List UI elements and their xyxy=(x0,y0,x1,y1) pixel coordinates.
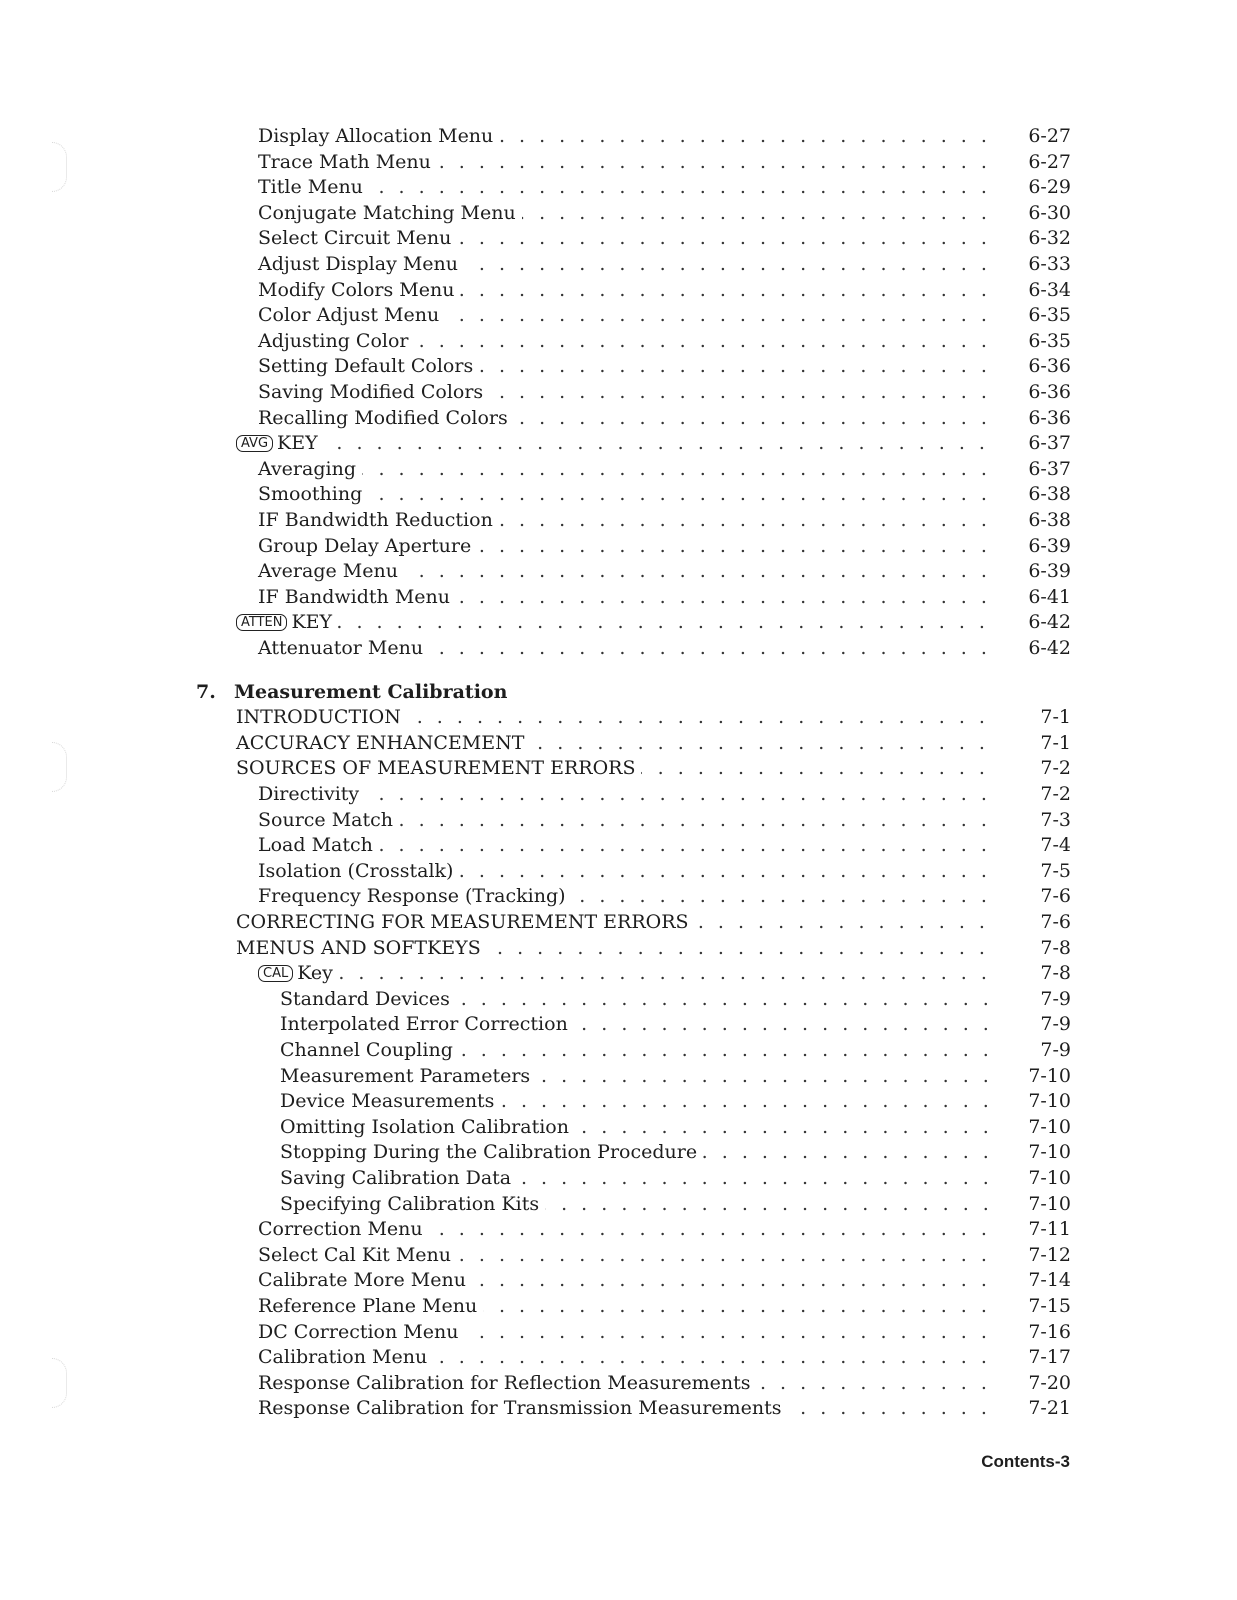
toc-entry-label: INTRODUCTION xyxy=(236,705,407,729)
toc-entry-label: SOURCES OF MEASUREMENT ERRORS xyxy=(236,756,641,780)
toc-entry-page: 7-11 xyxy=(1028,1218,1071,1241)
toc-entry-page: 6-29 xyxy=(1028,176,1071,199)
toc-entry-page: 6-35 xyxy=(1028,304,1071,327)
toc-entry[interactable] xyxy=(258,252,1071,276)
toc-entry-page: 7-1 xyxy=(1040,731,1071,754)
toc-entry[interactable] xyxy=(258,201,1071,225)
toc-entry-page: 7-8 xyxy=(1040,962,1071,985)
toc-entry[interactable] xyxy=(236,936,1071,960)
toc-entry-page: 6-39 xyxy=(1028,560,1071,583)
toc-entry-page: 7-1 xyxy=(1040,706,1071,729)
toc-entry[interactable] xyxy=(258,1243,1071,1267)
toc-entry-page: 7-10 xyxy=(1028,1090,1071,1113)
page-footer: Contents-3 xyxy=(981,1452,1070,1471)
toc-entry[interactable] xyxy=(258,961,1071,985)
toc-entry-page: 7-16 xyxy=(1028,1320,1071,1343)
chapter-title: Measurement Calibration xyxy=(234,680,508,703)
toc-entry-label: Smoothing xyxy=(258,482,368,506)
toc-entry[interactable] xyxy=(236,756,1071,780)
toc-entry[interactable] xyxy=(258,303,1071,327)
toc-entry[interactable] xyxy=(280,1140,1071,1164)
toc-entry[interactable] xyxy=(258,482,1071,506)
toc-entry-page: 6-39 xyxy=(1028,534,1071,557)
toc-entry[interactable] xyxy=(258,859,1071,883)
toc-entry-label: Standard Devices xyxy=(280,987,456,1011)
toc-entry-label: IF Bandwidth Menu xyxy=(258,585,456,609)
toc-entry[interactable] xyxy=(258,833,1071,857)
toc-entry-page: 7-10 xyxy=(1028,1141,1071,1164)
toc-entry[interactable] xyxy=(258,1396,1071,1420)
toc-entry-label: CORRECTING FOR MEASUREMENT ERRORS xyxy=(236,910,695,934)
toc-entry-label: Setting Default Colors xyxy=(258,354,479,378)
toc-entry-page: 7-17 xyxy=(1028,1346,1071,1369)
toc-entry[interactable] xyxy=(280,1192,1071,1216)
toc-entry-label: CAL Key xyxy=(258,961,339,985)
toc-entry[interactable] xyxy=(258,329,1071,353)
toc-entry-page: 7-6 xyxy=(1040,911,1071,933)
toc-entry[interactable] xyxy=(258,1217,1071,1241)
chapter-number: 7. xyxy=(196,680,216,703)
toc-entry-label: Averaging xyxy=(258,457,362,481)
toc-entry-page: 7-3 xyxy=(1040,808,1071,831)
scan-mark xyxy=(52,142,67,192)
toc-entry-page: 7-6 xyxy=(1040,885,1071,908)
toc-entry[interactable] xyxy=(258,808,1071,832)
toc-entry[interactable] xyxy=(258,636,1071,660)
toc-entry-label: Interpolated Error Correction xyxy=(280,1012,574,1036)
toc-entry[interactable] xyxy=(236,910,1071,934)
toc-entry-page: 7-21 xyxy=(1028,1397,1071,1420)
toc-entry-label: Reference Plane Menu xyxy=(258,1294,483,1318)
toc-entry[interactable] xyxy=(258,559,1071,583)
toc-entry-label: Conjugate Matching Menu xyxy=(258,201,522,225)
toc-entry[interactable] xyxy=(258,1268,1071,1292)
toc-entry-label: Display Allocation Menu xyxy=(258,124,499,148)
toc-entry-page: 6-41 xyxy=(1028,585,1071,608)
toc-entry[interactable] xyxy=(258,457,1071,481)
toc-entry-label: Directivity xyxy=(258,782,365,806)
toc-entry-page: 7-10 xyxy=(1028,1115,1071,1138)
toc-entry-label: Group Delay Aperture xyxy=(258,534,477,558)
toc-entry[interactable] xyxy=(258,278,1071,302)
toc-entry-label: Device Measurements xyxy=(280,1089,500,1113)
toc-entry[interactable] xyxy=(258,354,1071,378)
toc-entry[interactable] xyxy=(258,175,1071,199)
toc-entry-page: 7-10 xyxy=(1028,1064,1071,1087)
toc-entry[interactable] xyxy=(280,1166,1071,1190)
toc-entry-page: 7-2 xyxy=(1040,783,1071,805)
toc-entry[interactable] xyxy=(258,150,1071,174)
toc-entry-label: Specifying Calibration Kits xyxy=(280,1192,545,1216)
toc-entry-page: 7-4 xyxy=(1040,834,1071,857)
dot-leader xyxy=(236,610,990,634)
toc-entry[interactable] xyxy=(258,124,1071,148)
toc-entry-label: Saving Modified Colors xyxy=(258,380,489,404)
toc-entry-label: ATTEN KEY xyxy=(236,610,338,634)
dot-leader xyxy=(236,431,990,455)
toc-entry[interactable] xyxy=(236,731,1071,755)
toc-entry-page: 6-36 xyxy=(1028,406,1071,429)
toc-entry-page: 6-42 xyxy=(1028,611,1071,634)
toc-entry-page: 6-34 xyxy=(1028,278,1071,301)
toc-entry[interactable] xyxy=(258,1294,1071,1318)
toc-entry-label: Trace Math Menu xyxy=(258,150,437,174)
toc-entry[interactable] xyxy=(236,610,1071,634)
toc-entry-page: 7-9 xyxy=(1040,1013,1071,1036)
hardkey-icon: CAL xyxy=(258,965,293,982)
toc-entry-page: 7-10 xyxy=(1028,1167,1071,1189)
toc-entry-label: Isolation (Crosstalk) xyxy=(258,859,459,883)
toc-entry[interactable] xyxy=(236,431,1071,455)
toc-entry-label: Select Cal Kit Menu xyxy=(258,1243,457,1267)
toc-entry-label: AVG KEY xyxy=(236,431,324,455)
toc-entry-label: Response Calibration for Reflection Measurements xyxy=(258,1371,757,1395)
toc-entry-page: 6-42 xyxy=(1028,637,1071,659)
toc-entry-label: Calibration Menu xyxy=(258,1345,433,1369)
toc-entry[interactable] xyxy=(280,1012,1071,1036)
toc-entry-label: Modify Colors Menu xyxy=(258,278,460,302)
toc-entry-label: Correction Menu xyxy=(258,1217,429,1241)
toc-entry-page: 6-36 xyxy=(1028,355,1071,378)
toc-entry-label: Title Menu xyxy=(258,175,369,199)
toc-entry-page: 6-30 xyxy=(1028,201,1071,224)
toc-entry-page: 6-32 xyxy=(1028,227,1071,250)
toc-entry-page: 6-37 xyxy=(1028,457,1071,480)
toc-entry-label: Channel Coupling xyxy=(280,1038,459,1062)
toc-entry[interactable] xyxy=(258,884,1071,908)
toc-entry-page: 7-20 xyxy=(1028,1371,1071,1394)
toc-entry-page: 7-9 xyxy=(1040,987,1071,1010)
toc-entry-page: 7-8 xyxy=(1040,936,1071,959)
toc-entry[interactable] xyxy=(258,782,1071,806)
toc-entry-page: 6-33 xyxy=(1028,253,1071,275)
dot-leader xyxy=(258,782,990,806)
toc-entry[interactable] xyxy=(280,1089,1071,1113)
toc-entry-label: MENUS AND SOFTKEYS xyxy=(236,936,487,960)
toc-entry-label: IF Bandwidth Reduction xyxy=(258,508,499,532)
toc-entry-label: Source Match xyxy=(258,808,399,832)
toc-entry-label: ACCURACY ENHANCEMENT xyxy=(236,731,530,755)
toc-entry-page: 7-12 xyxy=(1028,1243,1071,1266)
toc-entry-label: Color Adjust Menu xyxy=(258,303,445,327)
toc-entry-label: Select Circuit Menu xyxy=(258,226,457,250)
hardkey-icon: AVG xyxy=(236,435,273,452)
toc-entry[interactable] xyxy=(258,1345,1071,1369)
toc-entry-label: Omitting Isolation Calibration xyxy=(280,1115,575,1139)
toc-entry[interactable] xyxy=(258,226,1071,250)
toc-entry-label: Saving Calibration Data xyxy=(280,1166,517,1190)
toc-entry[interactable] xyxy=(280,1038,1071,1062)
toc-entry-page: 6-37 xyxy=(1028,432,1071,455)
toc-entry-label: Attenuator Menu xyxy=(258,636,429,660)
toc-entry[interactable] xyxy=(258,1320,1071,1344)
toc-entry-page: 7-5 xyxy=(1040,859,1071,882)
toc-entry-label: Frequency Response (Tracking) xyxy=(258,884,572,908)
toc-entry-label: Recalling Modified Colors xyxy=(258,406,514,430)
toc-entry-page: 6-35 xyxy=(1028,329,1071,352)
toc-entry[interactable] xyxy=(258,406,1071,430)
toc-entry[interactable] xyxy=(258,1371,1071,1395)
toc-entry-page: 6-38 xyxy=(1028,483,1071,506)
toc-entry-page: 7-9 xyxy=(1040,1039,1071,1061)
toc-entry-page: 7-2 xyxy=(1040,757,1071,780)
dot-leader xyxy=(258,457,990,481)
toc-entry-label: Average Menu xyxy=(258,559,404,583)
hardkey-icon: ATTEN xyxy=(236,614,287,631)
toc-entry[interactable] xyxy=(258,508,1071,532)
toc-entry[interactable] xyxy=(258,534,1071,558)
toc-entry-label: DC Correction Menu xyxy=(258,1320,464,1344)
toc-entry-label: Response Calibration for Transmission Measurements xyxy=(258,1396,787,1420)
toc-entry-page: 6-38 xyxy=(1028,509,1071,531)
toc-entry[interactable] xyxy=(258,585,1071,609)
toc-entry-page: 6-27 xyxy=(1028,150,1071,173)
toc-entry[interactable] xyxy=(280,1064,1071,1088)
toc-entry-page: 7-14 xyxy=(1028,1269,1071,1292)
scan-mark xyxy=(52,1358,67,1408)
toc-entry-page: 7-15 xyxy=(1028,1295,1071,1317)
toc-entry[interactable] xyxy=(258,380,1071,404)
toc-entry[interactable] xyxy=(280,987,1071,1011)
toc-entry-label: Adjust Display Menu xyxy=(258,252,464,276)
toc-entry-page: 6-27 xyxy=(1028,125,1071,147)
toc-entry[interactable] xyxy=(280,1115,1071,1139)
toc-entry[interactable] xyxy=(236,705,1071,729)
scan-mark xyxy=(52,742,67,792)
toc-entry-label: Measurement Parameters xyxy=(280,1064,536,1088)
dot-leader xyxy=(258,961,990,985)
toc-entry-page: 6-36 xyxy=(1028,381,1071,403)
toc-entry-label: Load Match xyxy=(258,833,379,857)
toc-entry-label: Calibrate More Menu xyxy=(258,1268,472,1292)
toc-entry-label: Stopping During the Calibration Procedure xyxy=(280,1140,703,1164)
toc-entry-label: Adjusting Color xyxy=(258,329,415,353)
toc-entry-page: 7-10 xyxy=(1028,1192,1071,1215)
